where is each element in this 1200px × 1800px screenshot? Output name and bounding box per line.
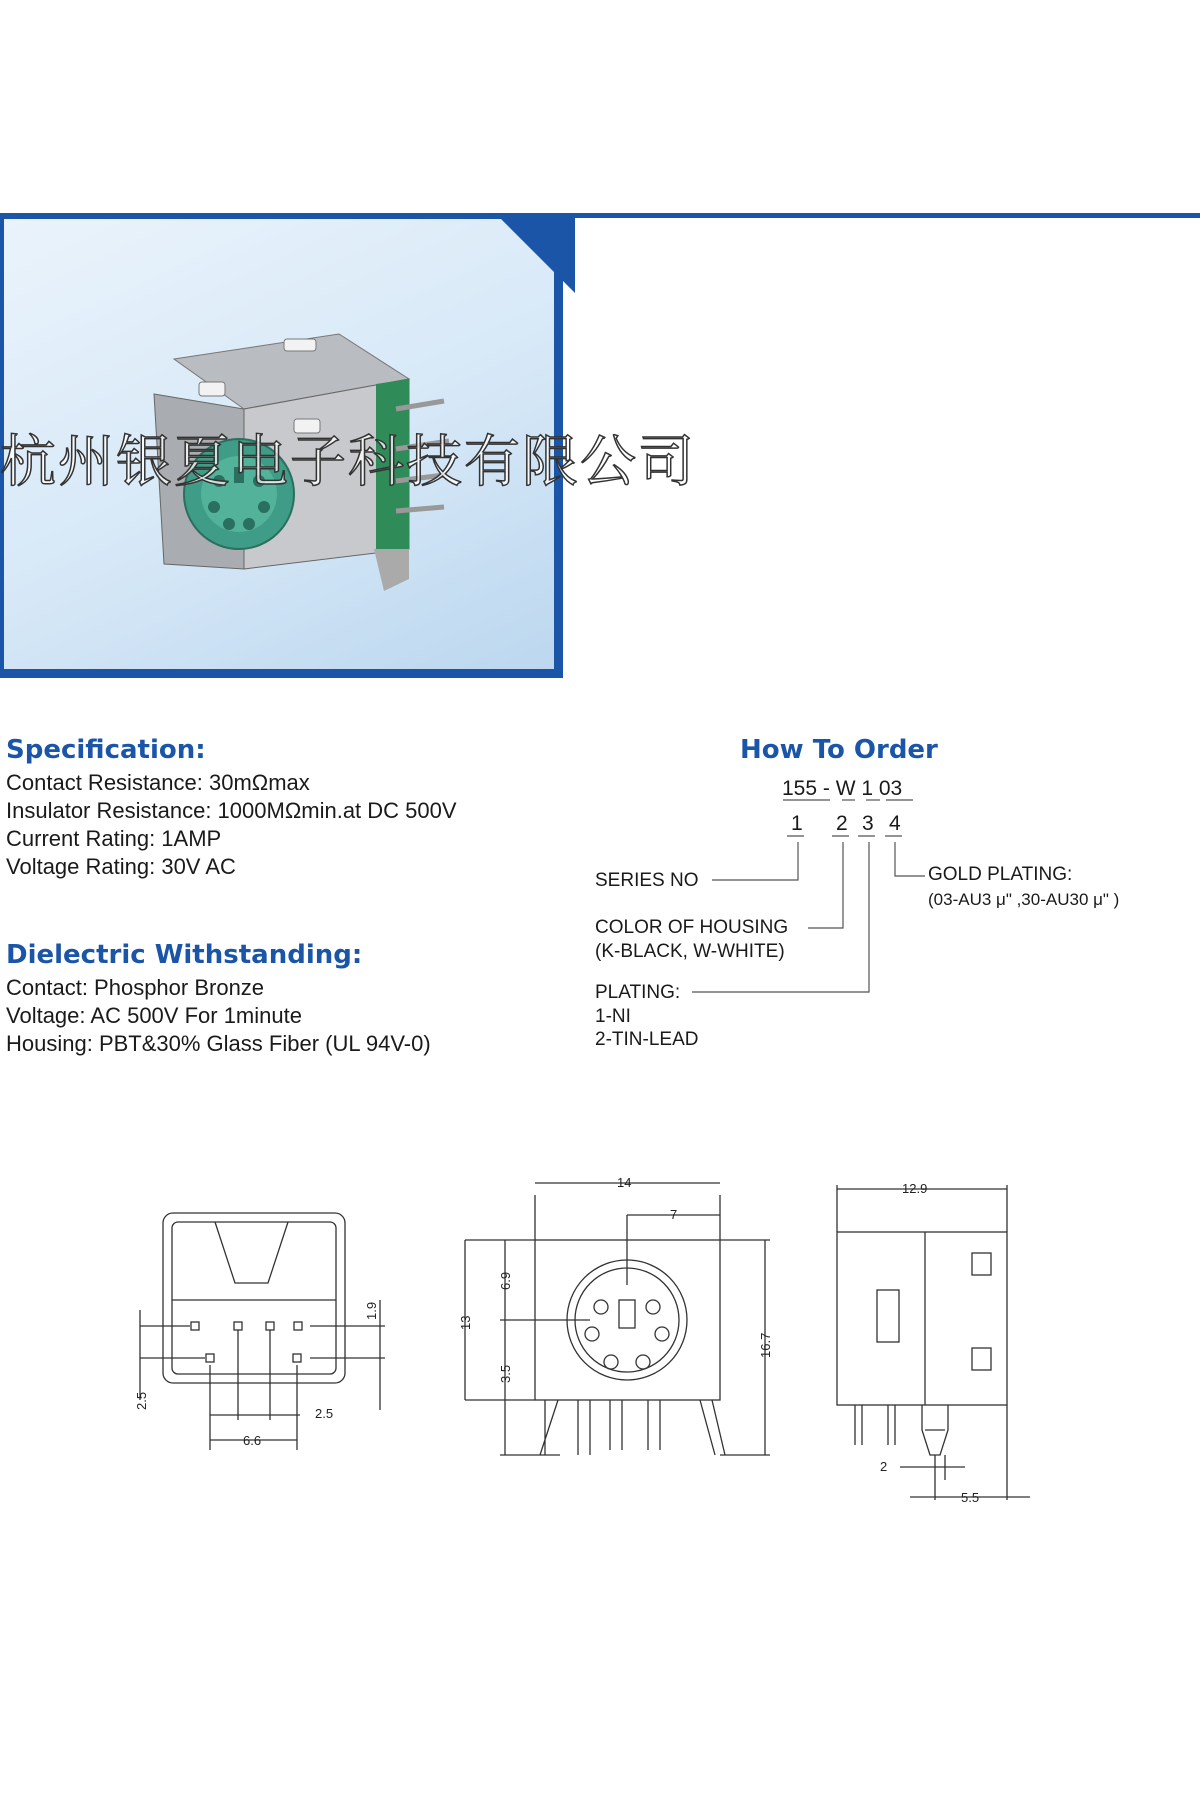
- dielectric-contact: Contact: Phosphor Bronze: [6, 975, 265, 1000]
- dim-side-2: 2: [880, 1459, 888, 1474]
- company-watermark: 杭州银夏电子科技有限公司: [0, 430, 696, 495]
- spec-insulator-resistance: Insulator Resistance: 1000MΩmin.at DC 500V: [6, 798, 457, 823]
- side-view-drawing: [837, 1185, 1030, 1500]
- index-2: 2: [836, 812, 848, 835]
- spec-voltage-rating: Voltage Rating: 30V AC: [6, 854, 236, 879]
- spec-contact-resistance: Contact Resistance: 30mΩmax: [6, 770, 310, 795]
- series-no-label: SERIES NO: [595, 870, 699, 891]
- index-3: 3: [862, 812, 874, 835]
- dim-front-2-5-left: 2.5: [134, 1391, 149, 1410]
- dim-face-16-7: 16.7: [758, 1332, 773, 1358]
- how-to-order-title: How To Order: [740, 735, 938, 765]
- index-4: 4: [889, 812, 901, 835]
- dim-face-6-9: 6.9: [498, 1271, 513, 1290]
- dielectric-voltage: Voltage: AC 500V For 1minute: [6, 1003, 302, 1028]
- dim-face-13: 13: [458, 1315, 473, 1330]
- color-options: (K-BLACK, W-WHITE): [595, 941, 785, 962]
- spec-current-rating: Current Rating: 1AMP: [6, 826, 222, 851]
- specification-title: Specification:: [6, 735, 206, 765]
- gold-options: (03-AU3 μ" ,30-AU30 μ" ): [928, 890, 1120, 909]
- dim-face-7: 7: [670, 1207, 678, 1222]
- dim-face-3-5: 3.5: [498, 1364, 513, 1383]
- dielectric-housing: Housing: PBT&30% Glass Fiber (UL 94V-0): [6, 1031, 431, 1056]
- dielectric-title: Dielectric Withstanding:: [6, 940, 363, 970]
- dim-face-14: 14: [617, 1175, 632, 1190]
- dim-front-1-9: 1.9: [364, 1301, 379, 1320]
- face-view-drawing: [465, 1183, 770, 1455]
- plating-option-1: 1-NI: [595, 1006, 631, 1027]
- plating-label: PLATING:: [595, 982, 681, 1003]
- front-view-drawing: [140, 1213, 385, 1450]
- plating-option-2: 2-TIN-LEAD: [595, 1029, 699, 1050]
- index-1: 1: [791, 812, 803, 835]
- part-number: 155 - W 1 03: [782, 777, 903, 800]
- dim-side-12-9: 12.9: [902, 1181, 928, 1196]
- dim-front-2-5-right: 2.5: [315, 1406, 334, 1421]
- color-of-housing-label: COLOR OF HOUSING: [595, 917, 789, 938]
- gold-plating-label: GOLD PLATING:: [928, 864, 1073, 885]
- dim-side-5-5: 5.5: [961, 1490, 980, 1505]
- dim-front-6-6: 6.6: [243, 1433, 262, 1448]
